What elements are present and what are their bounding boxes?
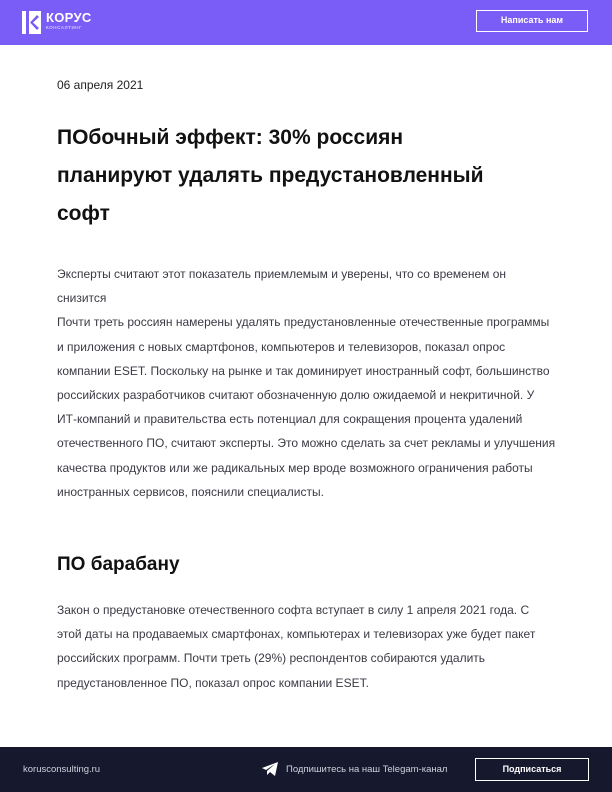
article-title: ПОбочный эффект: 30% россиян планируют удалять предустановленный софт — [57, 126, 484, 225]
site-header — [0, 0, 612, 45]
korus-logo-icon — [22, 11, 41, 34]
article-paragraph-2: Закон о предустановке отечественного софта вступает в силу 1 апреля 2021 года. С этой даты на продаваемых смартфонах, компьютерах и телевизорах уже будет пакет российских программ. Почти треть (29%) респондентов собираются удалить предустановленное ПО, показал опрос компании ESET. — [57, 603, 536, 690]
telegram-text: Подпишитесь на наш Telegam-канал — [286, 763, 448, 775]
article-date: 06 апреля 2021 — [57, 78, 144, 92]
subscribe-button[interactable]: Подписаться — [475, 758, 589, 781]
article-subheading: ПО барабану — [57, 554, 180, 575]
article-paragraph-1: Эксперты считают этот показатель приемлемым и уверены, что со временем он снизится Почти треть россиян намерены удалять предустановленные отечественные программы и приложения с новых смартфонов, компьютеров и телевизоров, показал опрос компании ESET. Поскольку на рынке и так доминирует иностранный софт, большинство российских разработчиков считают обозначенную долю ожидаемой и некритичной. У ИТ-компаний и правительства есть потенциал для сокращения процента удалений отечественного ПО, считают эксперты. Это можно сделать за счет рекламы и улучшения качества продуктов или же радикальных мер вроде возможного ограничения работы иностранных сервисов, пояснили специалисты. — [57, 267, 556, 499]
write-to-us-button[interactable]: Написать нам — [476, 10, 588, 32]
telegram-link[interactable] — [262, 762, 447, 776]
korus-logo[interactable] — [22, 11, 92, 34]
logo-name: КОРУС — [46, 10, 92, 25]
telegram-icon — [262, 762, 278, 776]
logo-subtitle: КОНСАЛТИНГ — [46, 25, 83, 30]
site-link[interactable]: korusconsulting.ru — [23, 764, 101, 775]
site-footer — [0, 747, 612, 792]
